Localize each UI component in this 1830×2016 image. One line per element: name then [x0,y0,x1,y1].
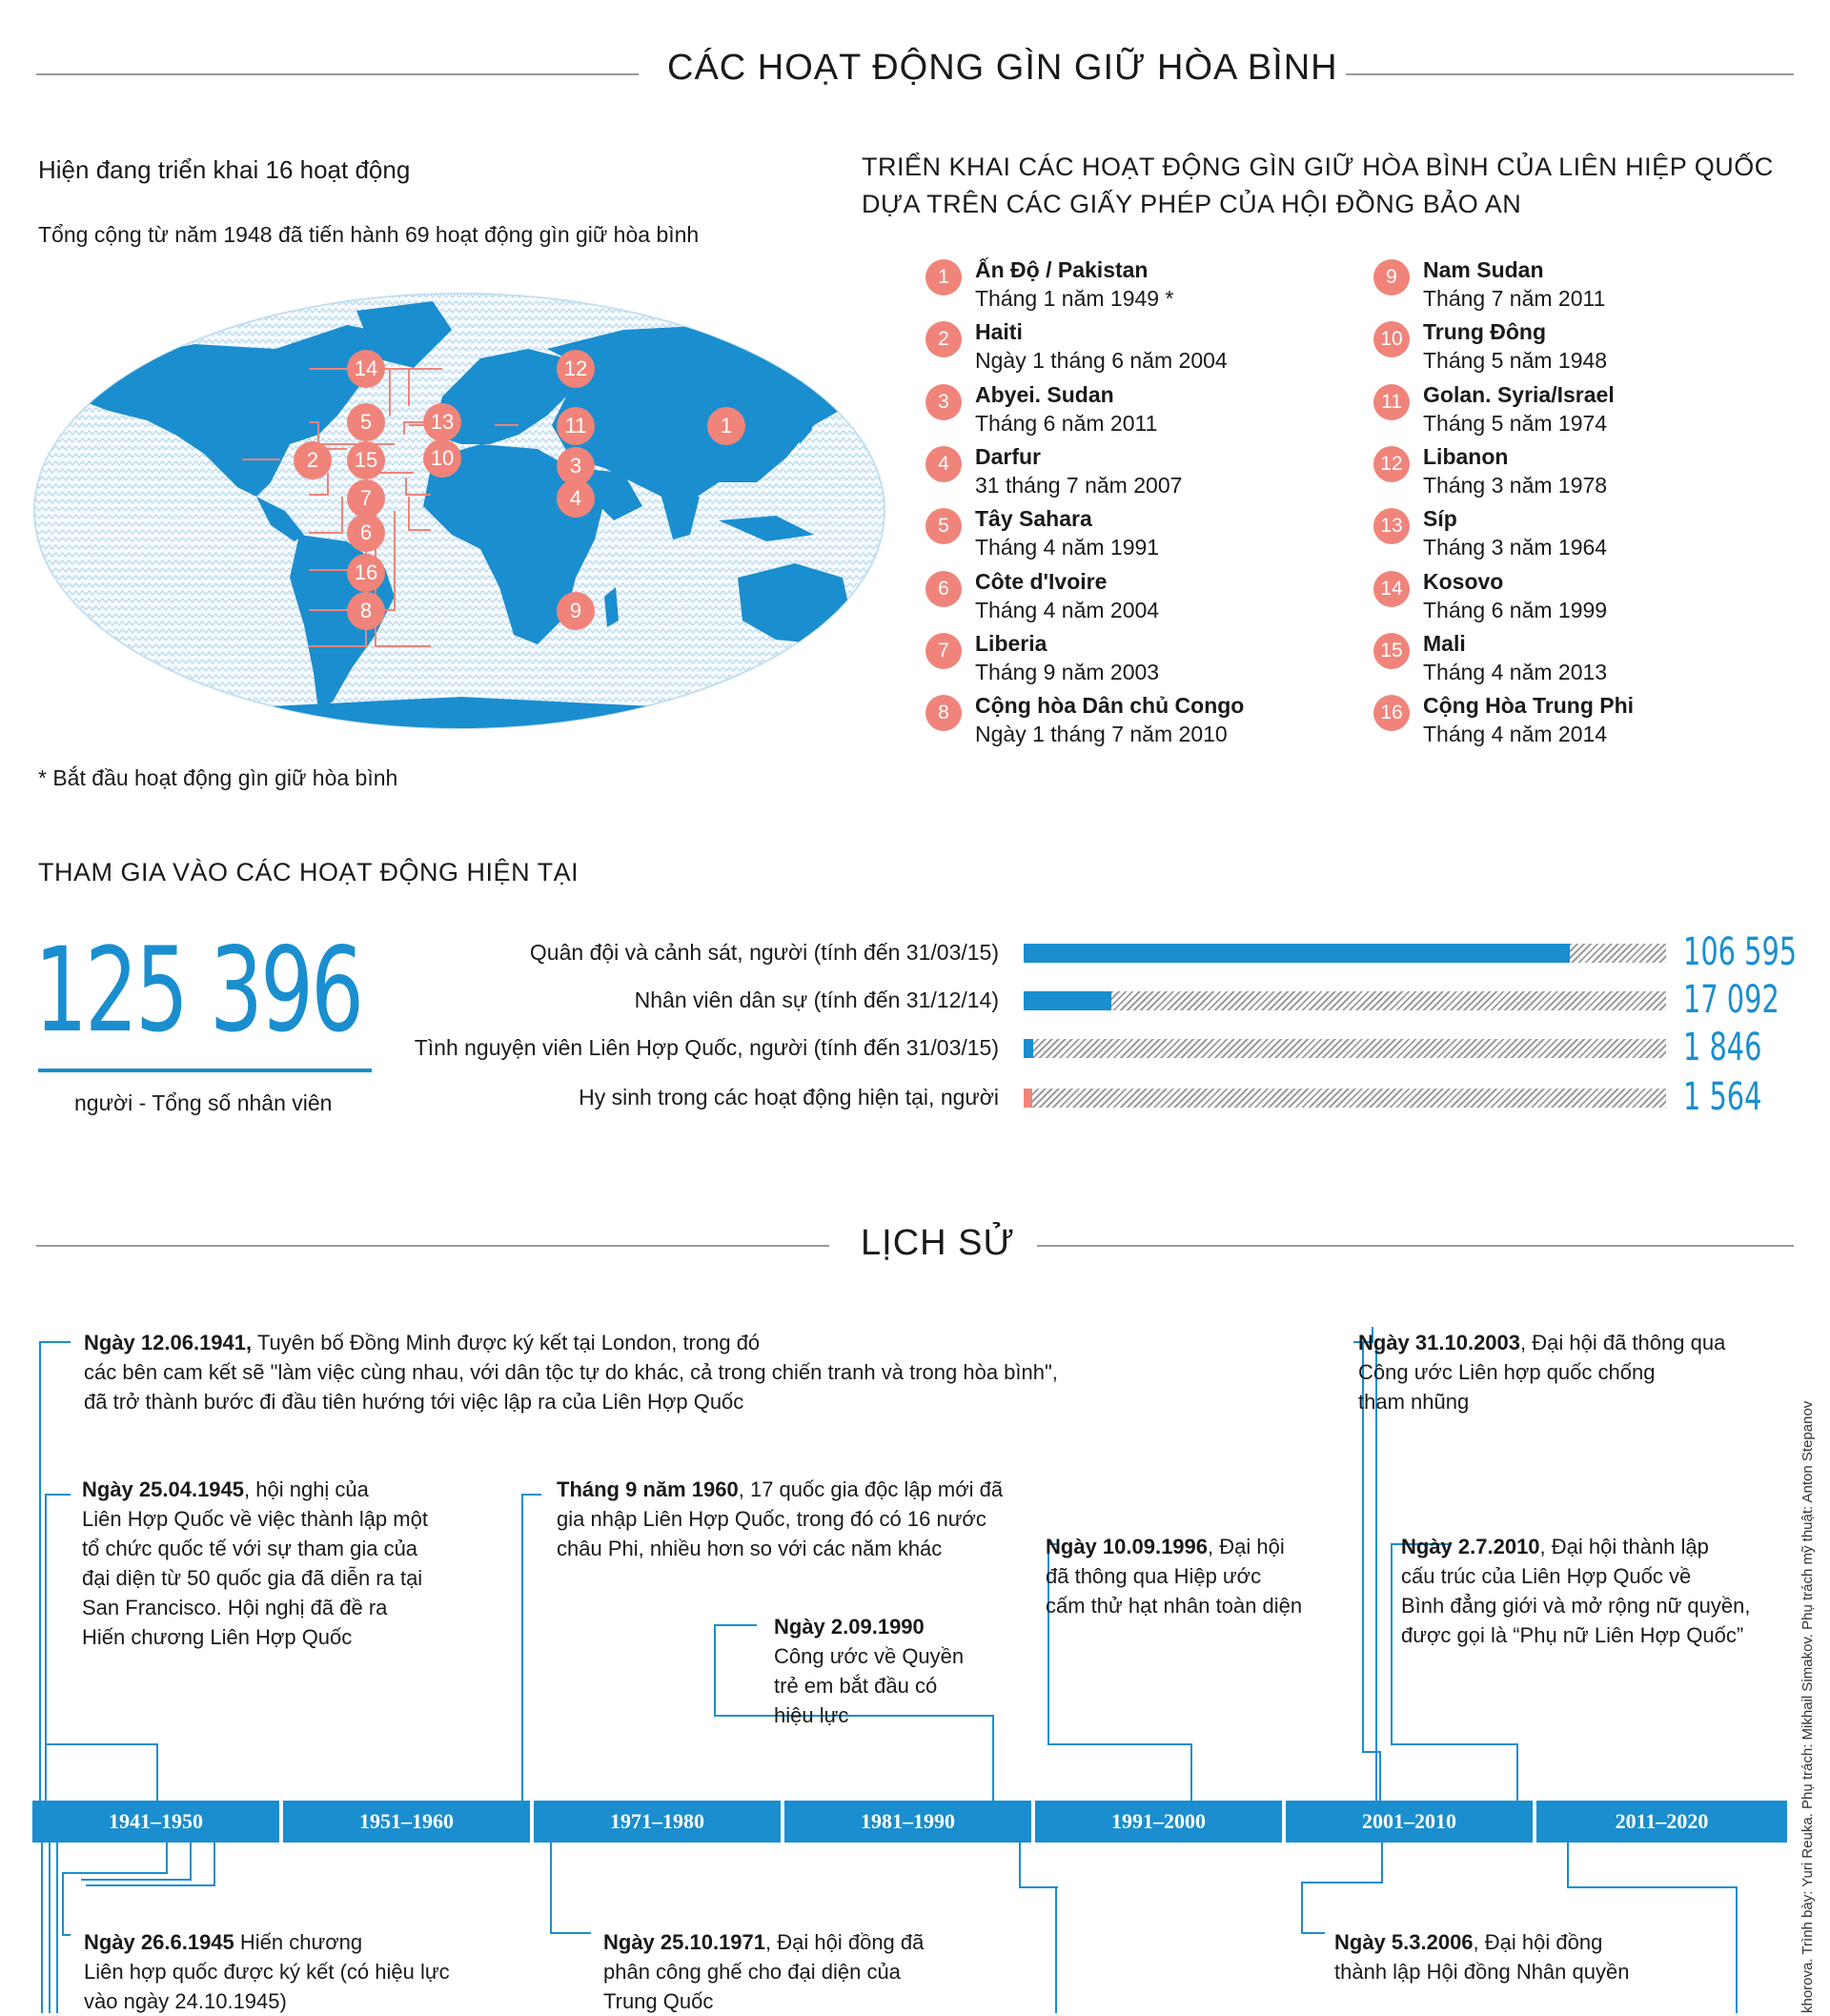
map-badge-7: 7 [347,479,385,518]
mission-number: 5 [925,508,962,544]
event-1945a-text3: tổ chức quốc tế với sự tham gia của [82,1537,418,1560]
event-1945-charter [84,1927,522,2016]
mission-name: Golan. Syria/Israel [1423,381,1615,407]
total-personnel-rule [38,1069,372,1072]
event-1945a-text1: , hội nghị của [244,1477,369,1501]
event-1941 [84,1328,1132,1416]
bar-label: Tình nguyện viên Liên Hợp Quốc, người (tính đến 31/03/15) [414,1035,999,1060]
map-badge-2: 2 [294,441,332,479]
mission-name: Haiti [975,319,1023,345]
event-1996 [1046,1532,1332,1620]
event-1990-date: Ngày 2.09.1990 [774,1615,925,1639]
world-map [32,292,887,730]
event-2010-text4: được gọi là “Phụ nữ Liên Hợp Quốc” [1401,1623,1744,1647]
footnote: * Bắt đầu hoạt động gìn giữ hòa bình [38,765,398,790]
event-1945-conference [82,1475,482,1652]
map-badge-12: 12 [557,350,595,388]
bar-label: Quân đội và cảnh sát, người (tính đến 31/03/15) [529,940,999,965]
timeline-period-2: 1951–1960 [283,1801,530,1843]
event-1945a-text5: San Francisco. Hội nghị đã đề ra [82,1596,388,1619]
mission-name: Síp [1423,506,1457,532]
total-personnel-caption: người - Tổng số nhân viên [74,1090,333,1115]
bar-label: Hy sinh trong các hoạt động hiện tại, người [579,1085,999,1110]
mission-item-11 [1373,381,1793,443]
bar-track [1024,1039,1666,1058]
event-1941-text2: các bên cam kết sẽ "làm việc cùng nhau, với dân tộc tự do khác, cả trong chiến tranh và trong hòa bình", [84,1360,1058,1384]
bar-value: 1 846 [1683,1026,1762,1069]
event-1996-date: Ngày 10.09.1996 [1046,1535,1209,1558]
timeline-period-1: 1941–1950 [32,1801,279,1843]
mission-number: 1 [925,259,962,295]
map-badge-5: 5 [347,403,385,441]
deploy-heading-line2: DỰA TRÊN CÁC GIẤY PHÉP CỦA HỘI ĐỒNG BẢO AN [862,190,1522,218]
event-2010 [1401,1532,1782,1650]
mission-number: 16 [1373,695,1410,731]
event-1960-text2: gia nhập Liên Hợp Quốc, trong đó có 16 nước [557,1507,986,1531]
timeline-period-5: 1991–2000 [1035,1801,1282,1843]
event-2006-date: Ngày 5.3.2006 [1334,1930,1474,1954]
event-2003 [1358,1328,1759,1416]
mission-item-5 [925,508,1345,567]
map-badge-6: 6 [347,514,385,552]
event-2006 [1334,1927,1735,1986]
map-badge-14: 14 [347,350,385,388]
event-2003-text2: Công ước Liên hợp quốc chống [1358,1360,1656,1384]
bar-fill [1024,991,1111,1010]
mission-name: Cộng Hòa Trung Phi [1423,693,1635,719]
mission-name: Tây Sahara [975,506,1092,532]
mission-item-8 [925,695,1345,754]
event-1945a-text6: Hiến chương Liên Hợp Quốc [82,1625,353,1649]
mission-name: Cộng hòa Dân chủ Congo [975,693,1245,719]
map-badge-16: 16 [347,554,385,592]
mission-name: Nam Sudan [1423,257,1544,282]
event-1971-text3: Trung Quốc [603,1989,714,2013]
mission-date: Tháng 3 năm 1978 [1423,472,1608,498]
map-badge-8: 8 [347,592,385,630]
mission-number: 13 [1373,508,1410,544]
mission-item-9 [1373,259,1793,318]
mission-date: Tháng 5 năm 1974 [1423,410,1608,436]
event-1971 [603,1927,1004,2016]
total-personnel-value: 125 396 [34,923,362,1058]
map-badge-4: 4 [557,479,595,518]
mission-date: Tháng 3 năm 1964 [1423,535,1608,560]
event-2010-date: Ngày 2.7.2010 [1401,1535,1540,1558]
event-1945a-date: Ngày 25.04.1945 [82,1477,245,1501]
mission-item-16 [1373,695,1793,754]
event-1960-date: Tháng 9 năm 1960 [557,1477,739,1501]
mission-date: Tháng 4 năm 2004 [975,597,1160,622]
mission-name: Liberia [975,630,1047,656]
event-1971-text2: phân công ghế cho đại diện của [603,1960,901,1984]
history-rule-left [36,1245,829,1247]
mission-date: Ngày 1 tháng 6 năm 2004 [975,348,1228,374]
mission-date: 31 tháng 7 năm 2007 [975,472,1183,498]
event-1990-text2: trẻ em bắt đầu có [774,1674,938,1698]
bar-fill [1024,944,1570,963]
mission-name: Kosovo [1423,568,1504,594]
mission-date: Tháng 7 năm 2011 [1423,286,1606,311]
event-1941-text1: Tuyên bố Đồng Minh được ký kết tại London, trong đó [252,1331,761,1354]
event-1945b-text3: vào ngày 24.10.1945) [84,1989,287,2013]
event-2010-text3: Bình đẳng giới và mở rộng nữ quyền, [1401,1594,1751,1618]
bar-track [1024,944,1666,963]
event-2006-text2: thành lập Hội đồng Nhân quyền [1334,1960,1630,1984]
title-rule-left [36,73,639,75]
mission-date: Tháng 5 năm 1948 [1423,348,1608,374]
bar-label: Nhân viên dân sự (tính đến 31/12/14) [634,988,999,1012]
event-1990-text1: Công ước về Quyền [774,1644,965,1668]
mission-name: Côte d'Ivoire [975,568,1108,594]
event-2003-text1: , Đại hội đã thông qua [1520,1331,1726,1354]
event-1960-text1: , 17 quốc gia độc lập mới đã [738,1477,1004,1501]
mission-date: Tháng 4 năm 2013 [1423,659,1608,684]
map-badge-10: 10 [423,439,461,478]
event-1996-text2: đã thông qua Hiệp ước [1046,1564,1262,1588]
mission-item-1 [925,259,1345,318]
event-1990-text3: hiệu lực [774,1703,849,1727]
mission-name: Libanon [1423,443,1509,469]
bar-track [1024,1089,1666,1108]
credit-text: khorova. Trình bày: Yuri Reuka. Phụ trách: Mikhail Simakov. Phụ trách mỹ thuật: Anton Stepanov [1800,1400,1816,2013]
timeline-period-6: 2001–2010 [1286,1801,1533,1843]
mission-number: 10 [1373,321,1410,357]
mission-date: Tháng 4 năm 2014 [1423,722,1608,747]
event-1990 [774,1612,1022,1730]
world-map-svg [32,292,887,730]
event-2010-text2: cấu trúc của Liên Hợp Quốc về [1401,1564,1692,1588]
total-ops-text: Tổng cộng từ năm 1948 đã tiến hành 69 hoạt động gìn giữ hòa bình [38,222,700,247]
mission-number: 15 [1373,633,1410,669]
event-1971-date: Ngày 25.10.1971 [603,1930,766,1954]
mission-item-14 [1373,568,1793,630]
history-heading: LỊCH SỬ [861,1223,1015,1263]
mission-item-7 [925,630,1345,692]
page-title: CÁC HOẠT ĐỘNG GÌN GIỮ HÒA BÌNH [667,48,1338,88]
event-1996-text1: , Đại hội [1208,1535,1285,1558]
current-ops-text: Hiện đang triển khai 16 hoạt động [38,155,411,184]
timeline-period-4: 1981–1990 [784,1801,1031,1843]
map-badge-11: 11 [557,407,595,445]
event-1960 [557,1475,1052,1563]
mission-number: 6 [925,571,962,607]
map-badge-9: 9 [557,592,595,630]
map-badge-15: 15 [347,441,385,479]
bar-track [1024,991,1666,1010]
mission-item-2 [925,321,1345,380]
mission-item-15 [1373,630,1793,692]
event-1945b-date: Ngày 26.6.1945 [84,1930,234,1954]
mission-number: 9 [1373,259,1410,295]
mission-item-6 [925,568,1345,630]
bar-fill [1024,1089,1032,1108]
mission-number: 3 [925,384,962,420]
bar-fill [1024,1039,1033,1058]
history-rule-right [1037,1245,1794,1247]
mission-number: 2 [925,321,962,357]
mission-item-3 [925,381,1345,443]
mission-date: Tháng 9 năm 2003 [975,659,1160,684]
mission-name: Mali [1423,630,1466,656]
mission-name: Abyei. Sudan [975,381,1114,407]
event-2003-text3: tham nhũng [1358,1390,1470,1414]
mission-number: 14 [1373,571,1410,607]
mission-name: Darfur [975,443,1042,469]
mission-item-4 [925,443,1345,505]
mission-number: 4 [925,446,962,482]
deploy-heading-line1: TRIỂN KHAI CÁC HOẠT ĐỘNG GÌN GIỮ HÒA BÌNH CỦA LIÊN HIỆP QUỐC [862,153,1774,181]
mission-item-10 [1373,321,1793,380]
event-1945b-text2: Liên hợp quốc được ký kết (có hiệu lực [84,1960,450,1984]
mission-date: Tháng 4 năm 1991 [975,535,1160,560]
event-2010-text1: , Đại hội thành lập [1539,1535,1709,1558]
mission-item-13 [1373,508,1793,567]
mission-item-12 [1373,443,1793,505]
timeline-period-3: 1971–1980 [534,1801,781,1843]
event-1960-text3: châu Phi, nhiều hơn so với các năm khác [557,1537,943,1560]
map-badge-1: 1 [707,407,745,445]
mission-number: 12 [1373,446,1410,482]
event-1941-date: Ngày 12.06.1941, [84,1331,253,1354]
mission-date: Tháng 6 năm 2011 [975,410,1158,436]
title-rule-right [1346,73,1794,75]
event-2003-date: Ngày 31.10.2003 [1358,1331,1521,1354]
bar-value: 1 564 [1683,1075,1762,1119]
event-1996-text3: cấm thử hạt nhân toàn diện [1046,1594,1303,1618]
mission-date: Ngày 1 tháng 7 năm 2010 [975,722,1228,747]
mission-name: Trung Đông [1423,319,1547,345]
mission-date: Tháng 1 năm 1949 * [975,286,1174,311]
mission-name: Ấn Độ / Pakistan [975,257,1149,282]
event-1945b-text1: Hiến chương [234,1930,363,1954]
event-1945a-text4: đại diện từ 50 quốc gia đã diễn ra tại [82,1566,423,1590]
event-1971-text1: , Đại hội đồng đã [765,1930,925,1954]
event-1941-text3: đã trở thành bước đi đầu tiên hướng tới việc lập ra của Liên Hợp Quốc [84,1390,744,1414]
map-badge-3: 3 [557,447,595,485]
bar-value: 106 595 [1683,930,1798,974]
timeline-period-7: 2011–2020 [1536,1801,1787,1843]
event-2006-text1: , Đại hội đồng [1473,1930,1603,1954]
bar-value: 17 092 [1683,978,1779,1022]
event-1945a-text2: Liên Hợp Quốc về việc thành lập một [82,1507,428,1531]
mission-number: 8 [925,695,962,731]
participation-heading: THAM GIA VÀO CÁC HOẠT ĐỘNG HIỆN TẠI [38,858,580,886]
mission-number: 11 [1373,384,1410,420]
map-badge-13: 13 [423,403,461,441]
mission-date: Tháng 6 năm 1999 [1423,597,1608,622]
mission-number: 7 [925,633,962,669]
